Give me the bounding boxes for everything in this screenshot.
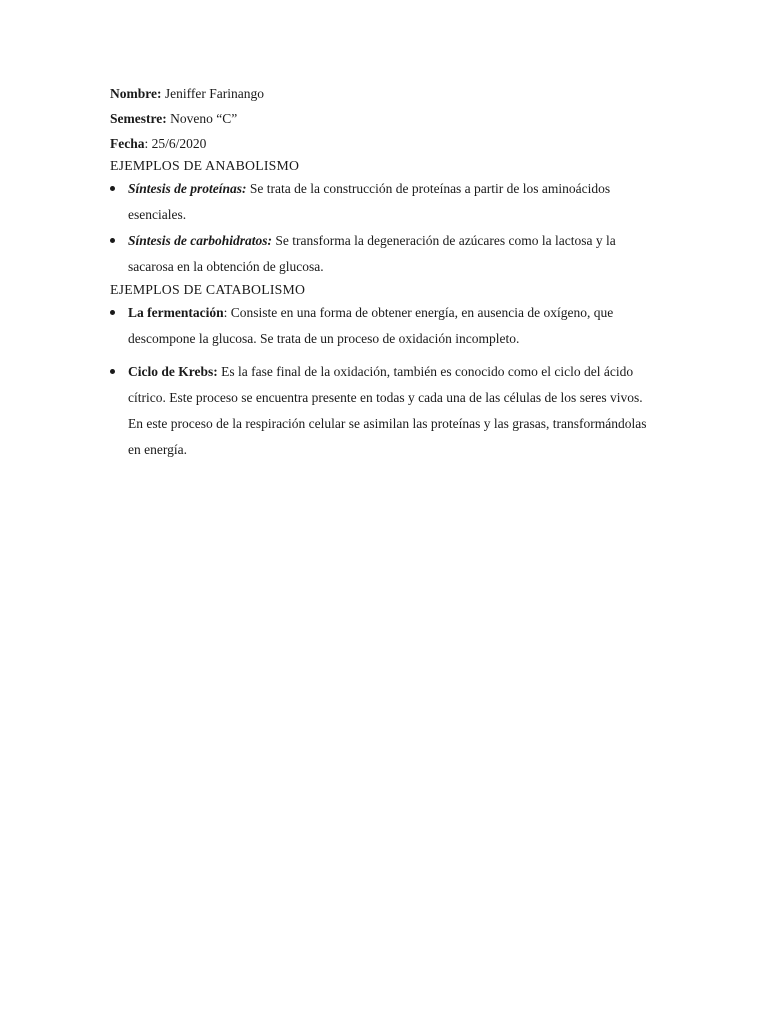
name-value: Jeniffer Farinango: [161, 86, 264, 101]
item-term: Síntesis de proteínas:: [128, 181, 247, 196]
semester-value: Noveno “C”: [166, 111, 238, 126]
item-text: Se trata de la construcción de proteínas a partir de los aminoácidos esenciales.: [128, 181, 611, 222]
date-value: : 25/6/2020: [144, 136, 207, 151]
item-text: : Consiste en una forma de obtener energía, en ausencia de oxígeno, que descompone la glucosa. Se trata de un proceso de oxidación incompleto.: [128, 305, 614, 346]
name-label: Nombre:: [110, 86, 162, 101]
item-term: La fermentación: [128, 305, 224, 320]
name-field: [110, 84, 650, 104]
date-label: Fecha: [110, 136, 145, 151]
semester-field: [110, 109, 650, 129]
date-field: [110, 134, 650, 154]
list-item: [110, 300, 650, 352]
list-item: [110, 359, 650, 463]
item-term: Ciclo de Krebs:: [128, 364, 218, 379]
item-text: Se transforma la degeneración de azúcares como la lactosa y la sacarosa en la obtención de glucosa.: [128, 233, 616, 274]
semester-label: Semestre:: [110, 111, 167, 126]
student-info: [110, 84, 650, 154]
anabolism-list: [110, 176, 650, 280]
item-term: Síntesis de carbohidratos:: [128, 233, 273, 248]
catabolism-heading: EJEMPLOS DE CATABOLISMO: [110, 282, 306, 297]
item-text: Es la fase final de la oxidación, también es conocido como el ciclo del ácido cítrico. Este proceso se encuentra presente en todas y cada una de las células de los seres vivos. En este proceso de la respiración celular se asimilan las proteínas y las grasas, transformándolas en energía.: [128, 364, 647, 457]
catabolism-list: [110, 300, 650, 463]
list-item: [110, 228, 650, 280]
anabolism-heading: EJEMPLOS DE ANABOLISMO: [110, 158, 300, 173]
document-page: [110, 84, 650, 463]
list-item: [110, 176, 650, 228]
